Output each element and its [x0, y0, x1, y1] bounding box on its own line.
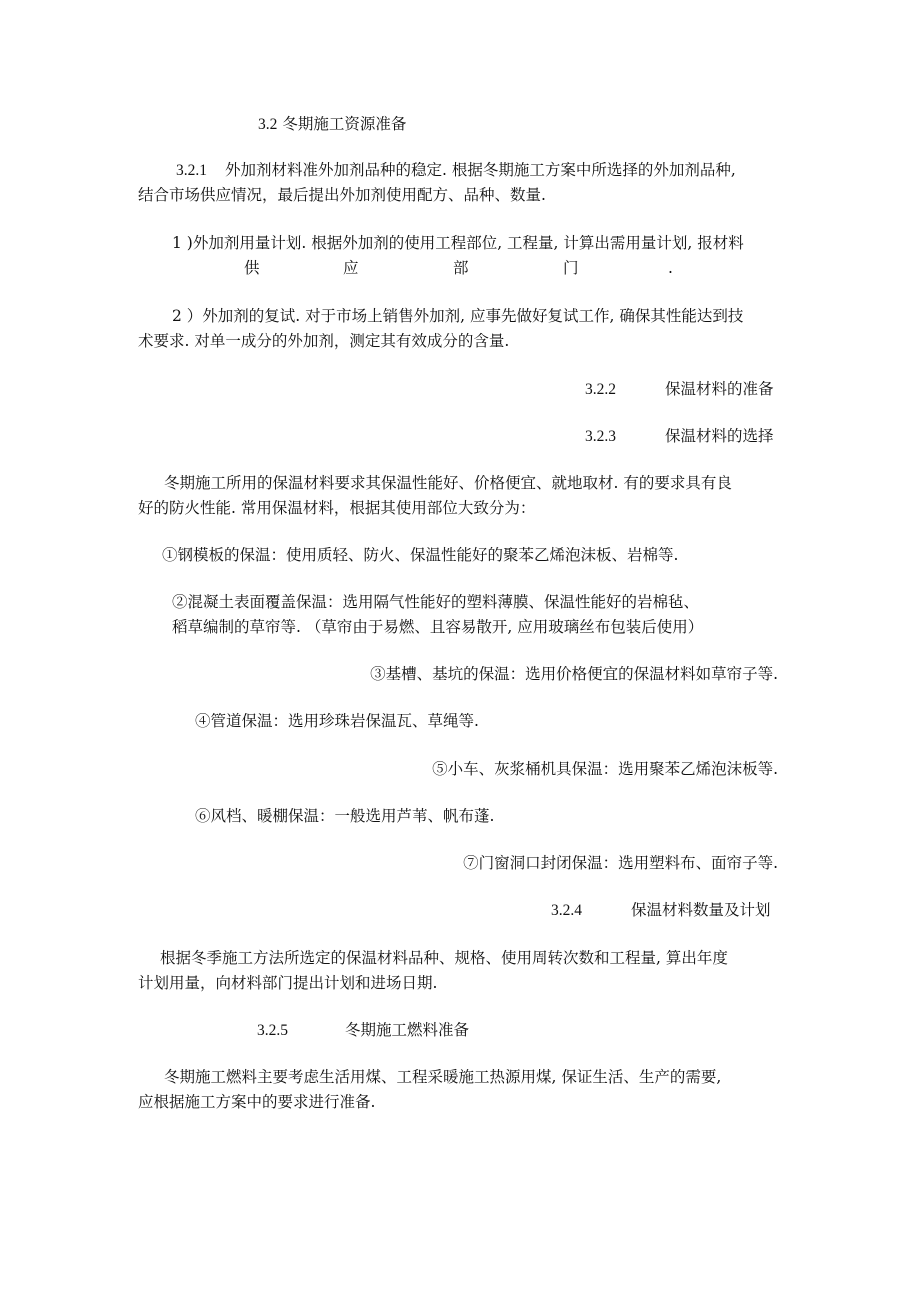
list-item-text: ③基槽、基坑的保温：选用价格便宜的保温材料如草帘子等.	[370, 665, 778, 683]
paragraph-text: 术要求. 对单一成分的外加剂，测定其有效成分的含量.	[138, 332, 510, 350]
paragraph-3-2-1-line1	[176, 163, 736, 179]
spread-char: 部	[453, 259, 469, 277]
section-number: 3.2	[258, 116, 278, 133]
section-title: 保温材料的选择	[665, 427, 774, 445]
paragraph-text: 外加剂材料准外加剂品种的稳定. 根据冬期施工方案中所选择的外加剂品种,	[225, 161, 736, 179]
paragraph-text: 冬期施工燃料主要考虑生活用煤、工程采暖施工热源用煤, 保证生活、生产的需要,	[164, 1068, 722, 1086]
section-3-2-2-heading	[585, 382, 774, 398]
item-2-line2	[138, 334, 509, 350]
section-3-2-3-heading	[585, 429, 774, 445]
paragraph-text: 根据冬季施工方法所选定的保温材料品种、规格、使用周转次数和工程量, 算出年度	[160, 949, 728, 967]
section-3-2-heading	[258, 117, 406, 133]
section-3-2-4-heading	[551, 903, 771, 919]
list-item-text: ④管道保温：选用珍珠岩保温瓦、草绳等.	[195, 712, 479, 730]
item-2-line1	[172, 309, 743, 325]
spread-char: .	[668, 259, 673, 277]
list-item-2-line2	[172, 620, 703, 636]
fuel-text-line1	[164, 1070, 721, 1086]
list-item-7	[463, 856, 778, 872]
section-number: 3.2.4	[551, 902, 582, 919]
section-title: 保温材料数量及计划	[631, 901, 771, 919]
paragraph-text: 应根据施工方案中的要求进行准备.	[138, 1093, 376, 1111]
spread-char: 门	[563, 259, 579, 277]
item-1-line1	[172, 236, 744, 252]
section-number: 3.2.3	[585, 428, 616, 445]
list-item-text: ②混凝土表面覆盖保温：选用隔气性能好的塑料薄膜、保温性能好的岩棉毡、	[172, 593, 700, 611]
section-number: 3.2.1	[176, 162, 207, 179]
list-item-text: ①钢模板的保温：使用质轻、防火、保温性能好的聚苯乙烯泡沫板、岩棉等.	[162, 546, 679, 564]
list-item-text: ⑥风档、暖棚保温：一般选用芦苇、帆布蓬.	[195, 807, 495, 825]
paragraph-text: 1 )外加剂用量计划. 根据外加剂的使用工程部位, 工程量, 计算出需用量计划, 报材料	[172, 234, 744, 252]
paragraph-3-2-1-line2	[138, 188, 546, 204]
list-item-4	[195, 714, 479, 730]
section-title: 冬期施工燃料准备	[345, 1021, 470, 1039]
section-number: 3.2.2	[585, 381, 616, 398]
quantity-text-line2	[138, 976, 437, 992]
paragraph-text: 好的防火性能. 常用保温材料，根据其使用部位大致分为：	[138, 499, 536, 517]
list-item-text: 稻草编制的草帘等. （草帘由于易燃、且容易散开, 应用玻璃丝布包装后使用）	[172, 618, 704, 636]
list-item-3	[370, 667, 778, 683]
quantity-text-line1	[160, 951, 728, 967]
spread-char: 供	[244, 259, 260, 277]
item-1-spread-line	[0, 261, 920, 281]
list-item-1	[162, 548, 678, 564]
list-item-2-line1	[172, 595, 699, 611]
insulation-intro-line1	[164, 476, 732, 492]
section-3-2-5-heading	[257, 1023, 469, 1039]
list-item-5	[432, 762, 778, 778]
section-title: 冬期施工资源准备	[282, 115, 407, 133]
spread-char: 应	[343, 259, 359, 277]
paragraph-text: 计划用量，向材料部门提出计划和进场日期.	[138, 974, 438, 992]
paragraph-text: 冬期施工所用的保温材料要求其保温性能好、价格便宜、就地取材. 有的要求具有良	[164, 474, 732, 492]
section-title: 保温材料的准备	[665, 380, 774, 398]
paragraph-text: 2 ）外加剂的复试. 对于市场上销售外加剂, 应事先做好复试工作, 确保其性能达到技	[172, 307, 744, 325]
section-number: 3.2.5	[257, 1022, 288, 1039]
fuel-text-line2	[138, 1095, 375, 1111]
list-item-6	[195, 809, 494, 825]
paragraph-text: 结合市场供应情况，最后提出外加剂使用配方、品种、数量.	[138, 186, 546, 204]
list-item-text: ⑤小车、灰浆桶机具保温：选用聚苯乙烯泡沫板等.	[432, 760, 778, 778]
list-item-text: ⑦门窗洞口封闭保温：选用塑料布、面帘子等.	[463, 854, 778, 872]
insulation-intro-line2	[138, 501, 535, 517]
